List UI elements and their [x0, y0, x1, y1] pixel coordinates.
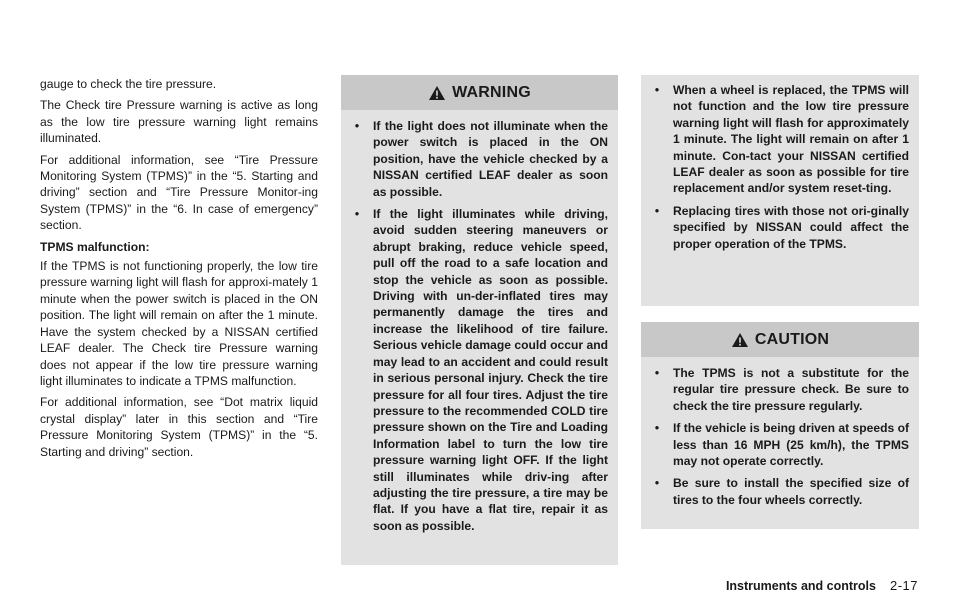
page-footer [726, 578, 918, 593]
list-item [651, 420, 909, 469]
body-text-column [40, 76, 318, 465]
list-item [651, 82, 909, 197]
warning-item-text: When a wheel is replaced, the TPMS will not function and the low tire pressure warning light will flash for approximately 1 minute. The light will remain on after 1 minute. Con-tact your NISSAN certified LEAF dealer as soon as possible for tire replacement and/or system reset-ting. [673, 83, 909, 196]
page-number: 2-17 [889, 578, 918, 593]
warning-title: WARNING [452, 83, 531, 101]
warning-continued-list [641, 75, 919, 252]
list-item [351, 118, 608, 200]
caution-header [641, 322, 919, 357]
heading-tpms-malfunction: TPMS malfunction: [40, 239, 150, 254]
paragraph-check-tire-pressure: The Check tire Pressure warning is active as long as the low tire pressure warning light remains illuminated. [40, 98, 318, 146]
bullet-icon: • [354, 119, 360, 133]
warning-list [341, 110, 618, 534]
caution-item-text: If the vehicle is being driven at speeds of less than 16 MPH (25 km/h), the TPMS may not operate correctly. [673, 421, 909, 469]
caution-list [641, 357, 919, 508]
caution-box [641, 322, 919, 529]
warning-box [341, 75, 618, 565]
bullet-icon: • [354, 207, 360, 222]
list-item [651, 365, 909, 414]
warning-item-text: If the light does not illuminate when the power switch is placed in the ON position, have the vehicle checked by a NISSAN certified LEAF dealer as soon as possible. [373, 119, 608, 199]
bullet-icon: • [654, 83, 660, 97]
paragraph-tpms-malfunction: If the TPMS is not functioning properly, the low tire pressure warning light will flash for approxi-mately 1 minute when the power switch is placed in the ON position. The light will remain on after the 1 minute. Have the system checked by a NISSAN certified LEAF dealer. The Check tire Pressure warning does not appear if the low tire pressure warning light illuminates to indicate a TPMS malfunction. [40, 259, 318, 388]
paragraph-gauge: gauge to check the tire pressure. [40, 77, 217, 91]
caution-triangle-icon [731, 332, 749, 348]
list-item [651, 475, 909, 508]
warning-continued-box [641, 75, 919, 306]
bullet-icon: • [654, 476, 660, 491]
caution-item-text: The TPMS is not a substitute for the regular tire pressure check. Be sure to check the tire pressure regularly. [673, 366, 909, 413]
paragraph-additional-info-2: For additional information, see “Dot matrix liquid crystal display” later in this section and “Tire Pressure Monitoring System (TPMS)” in the “5. Starting and driving” section. [40, 395, 318, 459]
bullet-icon: • [654, 366, 660, 380]
caution-item-text: Be sure to install the specified size of tires to the four wheels correctly. [673, 476, 909, 507]
bullet-icon: • [654, 203, 660, 218]
paragraph-additional-info-1: For additional information, see “Tire Pressure Monitoring System (TPMS)” in the “5. Starting and driving” section and “Tire Pressure Monitor-ing System (TPMS)” in the “6. In case of emergency” section. [40, 152, 318, 233]
list-item [651, 203, 909, 252]
section-name: Instruments and controls [725, 579, 876, 593]
caution-title: CAUTION [754, 330, 830, 348]
warning-header [341, 75, 618, 110]
warning-item-text: Replacing tires with those not ori-ginally specified by NISSAN could affect the proper operation of the TPMS. [673, 203, 909, 251]
warning-triangle-icon [428, 85, 446, 101]
list-item [351, 206, 608, 534]
warning-item-text: If the light illuminates while driving, avoid sudden steering maneuvers or abrupt braking, reduce vehicle speed, pull off the road to a safe location and stop the vehicle as soon as possible. Driving with un-der-inflated tires may permanently damage the tires and increase the likelihood of tire failure. Serious vehicle damage could occur and may lead to an accident and could result in serious personal injury. Check the tire pressure for all four tires. Adjust the tire pressure to the recommended COLD tire pressure shown on the Tire and Loading Information label to turn the low tire pressure warning light OFF. If the light still illuminates while driv-ing after adjusting the tire pressure, a tire may be flat. If you have a flat tire, repair it as soon as possible. [373, 207, 608, 533]
bullet-icon: • [654, 421, 660, 436]
